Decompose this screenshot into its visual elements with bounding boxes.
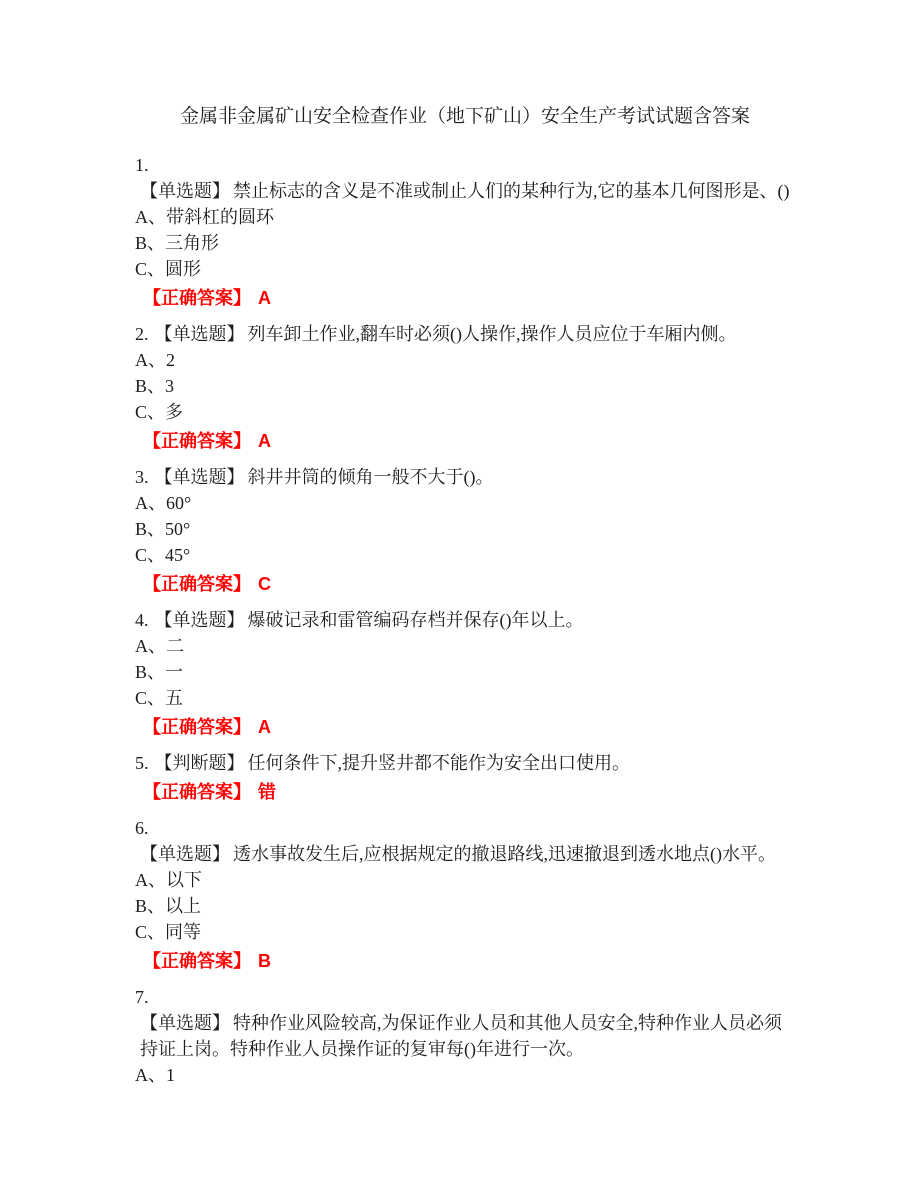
question-type-label: 【单选题】 <box>154 610 245 630</box>
answer-line <box>135 948 795 974</box>
answer-value: 错 <box>258 782 276 802</box>
question-block <box>135 815 795 974</box>
question-text-line <box>135 321 795 347</box>
answer-line <box>135 428 795 454</box>
answer-label: 【正确答案】 <box>143 431 251 451</box>
question-text: 斜井井筒的倾角一般不大于()。 <box>247 467 494 487</box>
question-block <box>135 984 795 1088</box>
option-item: A、带斜杠的圆环 <box>135 207 274 227</box>
answer-value: A <box>258 717 271 737</box>
option-item: B、3 <box>135 376 175 396</box>
option-item: B、一 <box>135 662 184 682</box>
question-type-label: 【单选题】 <box>154 467 245 487</box>
answer-value: A <box>258 288 271 308</box>
question-type-label: 【单选题】 <box>140 844 230 864</box>
question-block <box>135 321 795 454</box>
question-block <box>135 750 795 805</box>
answer-label: 【正确答案】 <box>143 574 251 594</box>
answer-value: A <box>258 431 271 451</box>
answer-line <box>135 285 795 311</box>
question-type-label: 【单选题】 <box>140 1013 230 1033</box>
question-number: 2. <box>135 324 149 344</box>
option-item: B、以上 <box>135 896 202 916</box>
question-number: 4. <box>135 610 149 630</box>
question-block <box>135 607 795 740</box>
question-text-line <box>135 607 795 633</box>
question-block <box>135 464 795 597</box>
option-item: C、45° <box>135 545 191 565</box>
question-text: 透水事故发生后,应根据规定的撤退路线,迅速撤退到透水地点()水平。 <box>233 844 776 864</box>
answer-line <box>135 779 795 805</box>
question-text: 任何条件下,提升竖井都不能作为安全出口使用。 <box>247 753 630 773</box>
answer-line <box>135 714 795 740</box>
questions <box>135 152 795 1088</box>
question-number: 5. <box>135 753 149 773</box>
document-content <box>135 103 795 1088</box>
option-item: A、1 <box>135 1065 175 1085</box>
option-item: C、圆形 <box>135 259 202 279</box>
answer-value: C <box>258 574 271 594</box>
question-text-line <box>135 841 795 867</box>
question-text-line <box>135 1010 795 1062</box>
option-item: B、50° <box>135 519 191 539</box>
question-type-label: 【单选题】 <box>140 181 230 201</box>
question-text: 列车卸土作业,翻车时必须()人操作,操作人员应位于车厢内侧。 <box>247 324 737 344</box>
option-item: B、三角形 <box>135 233 220 253</box>
question-text-line <box>135 464 795 490</box>
question-text-line <box>135 750 795 776</box>
question-number: 6. <box>135 818 149 838</box>
question-block <box>135 152 795 311</box>
answer-value: B <box>258 951 271 971</box>
option-item: C、多 <box>135 402 184 422</box>
answer-label: 【正确答案】 <box>143 782 251 802</box>
question-text: 特种作业风险较高,为保证作业人员和其他人员安全,特种作业人员必须持证上岗。特种作业人员操作证的复审每()年进行一次。 <box>140 1013 782 1059</box>
option-item: A、2 <box>135 350 175 370</box>
answer-label: 【正确答案】 <box>143 717 251 737</box>
option-item: A、60° <box>135 493 192 513</box>
option-item: A、二 <box>135 636 184 656</box>
question-number: 1. <box>135 155 149 175</box>
option-item: A、以下 <box>135 870 202 890</box>
page-title: 金属非金属矿山安全检查作业（地下矿山）安全生产考试试题含答案 <box>179 106 750 127</box>
question-text-line <box>135 178 795 204</box>
answer-label: 【正确答案】 <box>143 951 251 971</box>
question-type-label: 【单选题】 <box>154 324 245 344</box>
answer-label: 【正确答案】 <box>143 288 251 308</box>
option-item: C、五 <box>135 688 184 708</box>
question-type-label: 【判断题】 <box>154 753 245 773</box>
option-item: C、同等 <box>135 922 202 942</box>
question-text: 禁止标志的含义是不准或制止人们的某种行为,它的基本几何图形是、() <box>233 181 790 201</box>
answer-line <box>135 571 795 597</box>
question-number: 3. <box>135 467 149 487</box>
question-text: 爆破记录和雷管编码存档并保存()年以上。 <box>247 610 584 630</box>
question-number: 7. <box>135 987 149 1007</box>
